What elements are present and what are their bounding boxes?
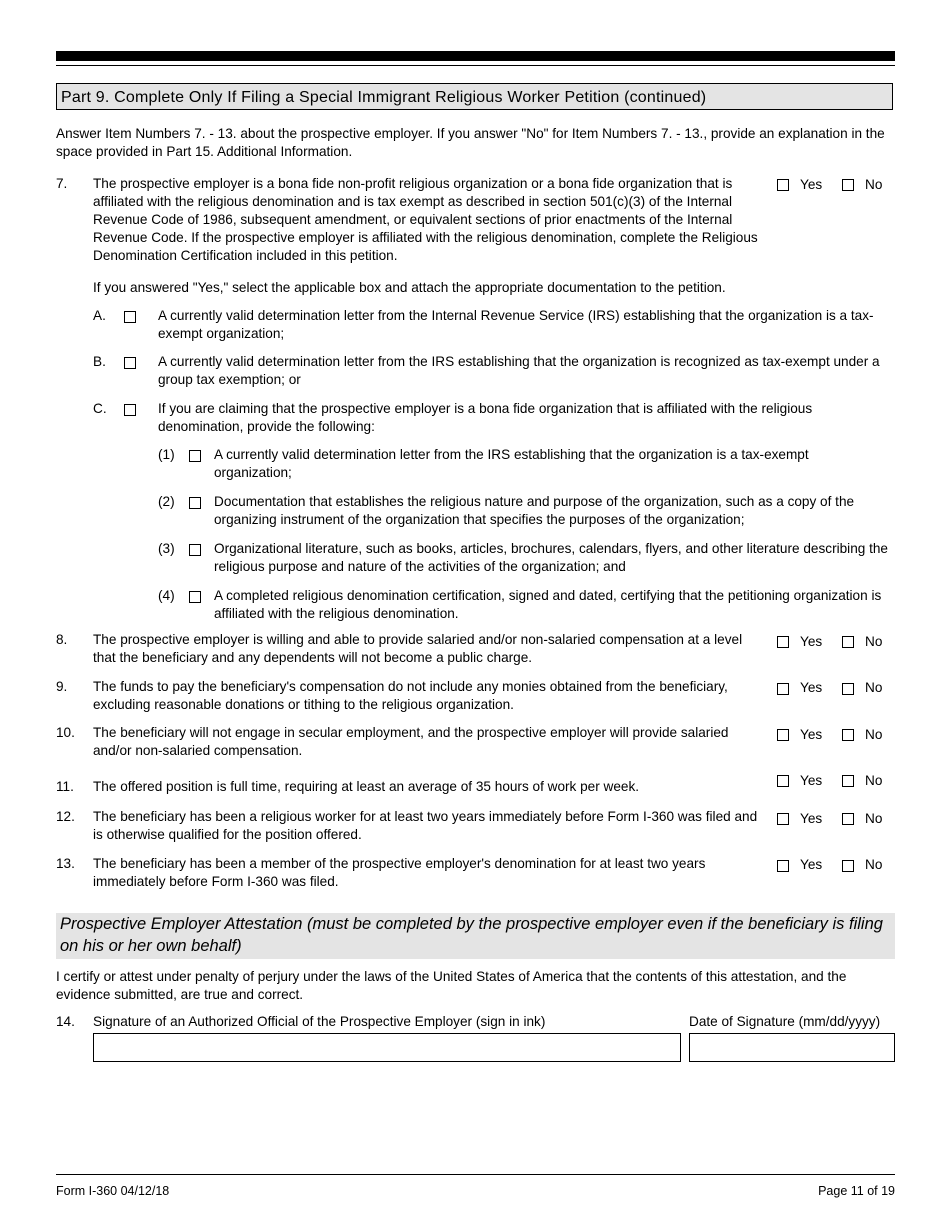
item-11-text: The offered position is full time, requiring at least an average of 35 hours of work per week. [93,779,640,794]
sub-option-1-label: (1) [158,447,175,462]
option-b-checkbox[interactable] [124,357,136,369]
item-11-yes-checkbox[interactable] [777,775,789,787]
item-8-yes-label: Yes [800,634,823,649]
item-13-yes-label: Yes [800,857,823,872]
intro-text: Answer Item Numbers 7. - 13. about the prospective employer. If you answer "No" for Item Numbers 7. - 13., provide an explanation in the space provided in Part 15. Additional Information. [56,126,885,159]
item-12-yes-label: Yes [800,811,823,826]
item-10-number: 10. [56,725,75,740]
item-8-yes-checkbox[interactable] [777,636,789,648]
item-7-no-checkbox[interactable] [842,179,854,191]
top-rule-thick [56,51,895,61]
item-12-yes-checkbox[interactable] [777,813,789,825]
item-13-no-label: No [865,857,883,872]
item-8-number: 8. [56,632,68,647]
option-c-letter: C. [93,401,107,416]
date-of-signature-field[interactable] [689,1033,895,1062]
item-14-number: 14. [56,1014,75,1029]
item-10-yes-label: Yes [800,727,823,742]
item-9-no-checkbox[interactable] [842,683,854,695]
form-id: Form I-360 04/12/18 [56,1184,170,1198]
item-13-no-checkbox[interactable] [842,860,854,872]
item-11-number: 11. [56,779,74,794]
item-12-text: The beneficiary has been a religious worker for at least two years immediately before Form I-360 was filed and is otherwise qualified for the position offered. [93,809,758,842]
item-7-followup: If you answered "Yes," select the applicable box and attach the appropriate documentation to the petition. [93,280,726,295]
item-9-yes-checkbox[interactable] [777,683,789,695]
item-13-text: The beneficiary has been a member of the prospective employer's denomination for at least two years immediately before Form I-360 was filed. [93,856,706,889]
item-7-yes-checkbox[interactable] [777,179,789,191]
item-8-no-label: No [865,634,883,649]
sub-option-4-text: A completed religious denomination certification, signed and dated, certifying that the petitioning organization is affiliated with the religious denomination. [214,588,882,621]
sub-option-4-label: (4) [158,588,175,603]
item-7-text: The prospective employer is a bona fide non-profit religious organization or a bona fide organization that is affiliated with the religious denomination and is tax exempt as described in section 501(c)(3) of the Internal Revenue Code of 1986, subsequent amendment, or equivalent sections of prior enactments of the Internal Revenue Code. If the prospective employer is affiliated with the religious denomination, complete the Religious Denomination Certification included in this petition. [93,176,758,263]
page-number: Page 11 of 19 [818,1184,895,1198]
item-12-no-label: No [865,811,883,826]
item-7-yes-label: Yes [800,177,823,192]
option-b-text: A currently valid determination letter from the IRS establishing that the organization is recognized as tax-exempt under a group tax exemption; or [158,354,880,387]
item-10-no-checkbox[interactable] [842,729,854,741]
option-a-letter: A. [93,308,106,323]
item-11-no-checkbox[interactable] [842,775,854,787]
item-13-yes-checkbox[interactable] [777,860,789,872]
signature-field[interactable] [93,1033,681,1062]
option-c-checkbox[interactable] [124,404,136,416]
item-10-yes-checkbox[interactable] [777,729,789,741]
attestation-text: I certify or attest under penalty of perjury under the laws of the United States of America that the contents of this attestation, and the evidence submitted, are true and correct. [56,969,847,1002]
item-9-yes-label: Yes [800,680,823,695]
item-11-yes-label: Yes [800,773,823,788]
item-10-no-label: No [865,727,883,742]
footer-rule [56,1174,895,1175]
option-c-text: If you are claiming that the prospective employer is a bona fide organization that is affiliated with the religious denomination, provide the following: [158,401,813,434]
item-7-no-label: No [865,177,883,192]
item-12-number: 12. [56,809,75,824]
top-rule-thin [56,65,895,66]
signature-label: Signature of an Authorized Official of the Prospective Employer (sign in ink) [93,1014,546,1029]
attestation-header: Prospective Employer Attestation (must be completed by the prospective employer even if the beneficiary is filing on his or her own behalf) [56,913,895,959]
item-9-text: The funds to pay the beneficiary's compensation do not include any monies obtained from the beneficiary, excluding reasonable donations or tithing to the religious organization. [93,679,728,712]
sub-option-1-text: A currently valid determination letter from the IRS establishing that the organization is a tax-exempt organization; [214,447,809,480]
part-header: Part 9. Complete Only If Filing a Special Immigrant Religious Worker Petition (continued) [56,83,893,110]
item-8-no-checkbox[interactable] [842,636,854,648]
sub-option-2-text: Documentation that establishes the religious nature and purpose of the organization, such as a copy of the organizing instrument of the organization that specifies the purposes of the organization; [214,494,855,527]
sub-option-1-checkbox[interactable] [189,450,201,462]
item-7-number: 7. [56,176,68,191]
item-13-number: 13. [56,856,75,871]
sub-option-3-checkbox[interactable] [189,544,201,556]
item-12-no-checkbox[interactable] [842,813,854,825]
sub-option-3-label: (3) [158,541,175,556]
item-11-no-label: No [865,773,883,788]
option-a-checkbox[interactable] [124,311,136,323]
sub-option-2-checkbox[interactable] [189,497,201,509]
sub-option-3-text: Organizational literature, such as books, articles, brochures, calendars, flyers, and other literature describing the religious purpose and nature of the activities of the organization; and [214,541,888,574]
sub-option-4-checkbox[interactable] [189,591,201,603]
date-label: Date of Signature (mm/dd/yyyy) [689,1014,881,1029]
item-9-no-label: No [865,680,883,695]
option-b-letter: B. [93,354,106,369]
item-8-text: The prospective employer is willing and able to provide salaried and/or non-salaried compensation at a level that the beneficiary and any dependents will not become a public charge. [93,632,743,665]
item-10-text: The beneficiary will not engage in secular employment, and the prospective employer will provide salaried and/or non-salaried compensation. [93,725,729,758]
sub-option-2-label: (2) [158,494,175,509]
item-9-number: 9. [56,679,68,694]
option-a-text: A currently valid determination letter from the Internal Revenue Service (IRS) establishing that the organization is a tax-exempt organization; [158,308,874,341]
